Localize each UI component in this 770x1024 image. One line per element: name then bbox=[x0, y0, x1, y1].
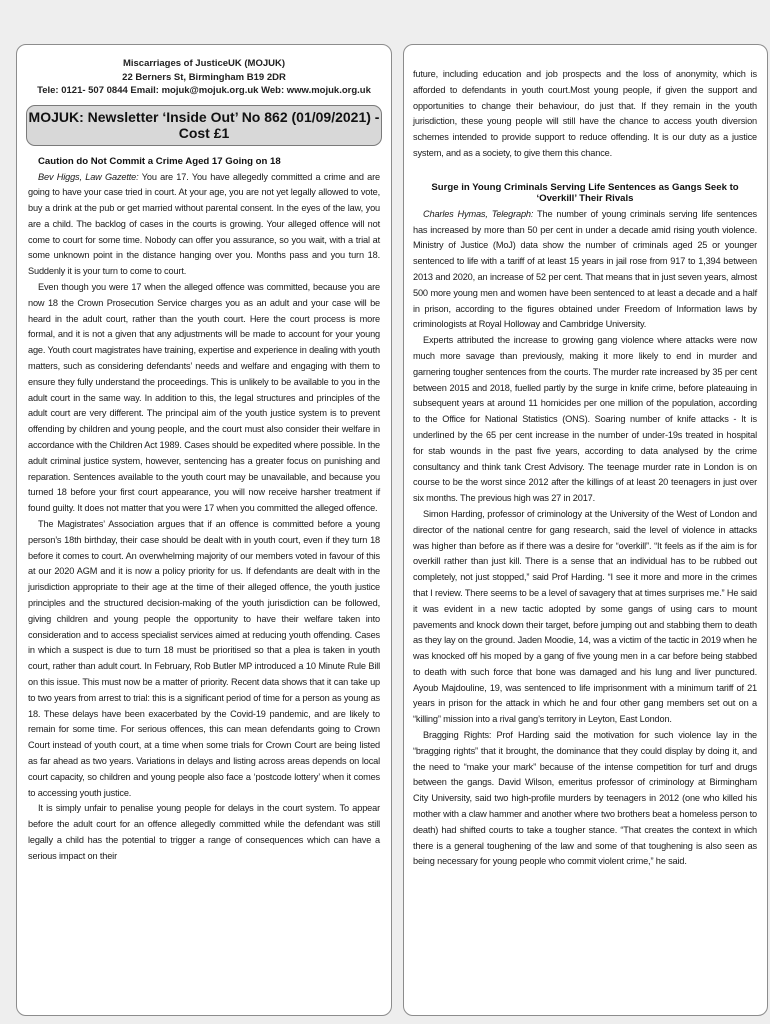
article-paragraph bbox=[413, 207, 757, 333]
article-paragraph bbox=[28, 170, 380, 281]
article-paragraph: Bragging Rights: Prof Harding said the motivation for such violence lay in the “bragging rights” that it brought, the dominance that they could display by doing it, and the need to “make your mark” because of the intense competition for turf and drugs between the gangs. David Wilson, emeritus professor of criminology at Birmingham City University, said two high-profile murders by teenagers in 2012 (one who killed his mother with a claw hammer and another where two brothers beat a homeless person to death) had shifted courts to take a tougher stance. “That creates the context in which there is a general toughening of the law and some of that toughening is also seen as being necessary for young people who commit violent crime,” he said. bbox=[413, 730, 757, 867]
article-paragraph: Experts attributed the increase to growing gang violence where attacks were now much more savage than previously, making it more likely to end in murder and garnering tougher sentences from the courts. The murder rate increased by 35 per cent between 2015 and 2018, fuelled partly by the surge in knife crime, before plateauing in subsequent years at around 11 homicides per one million of the population, according to the Office for National Statistics (ONS). Soaring number of knife attacks - It is underlined by the 65 per cent increase in the number of under-19s treated in hospital for stab wounds in the past five years, according to data analysed by the crime consultancy and think tank Crest Advisory. The teenage murder rate in London is on course to be the worst since 2012 after the killings of at least 20 teenagers in just over six months. The previous high was 27 in 2017. bbox=[413, 335, 757, 504]
article-paragraph-continued: future, including education and job prospects and the loss of anonymity, which is afforded to defendants in youth court.Most young people, if given the support and opportunities to change their behaviour, do just that. If they remain in the youth jurisdiction, these young people will still have the chance to access youth diversion schemes intended to provide support to reduce offending. It is our duty as a justice system, and as a society, to give them this chance. bbox=[413, 69, 757, 158]
article-title: Surge in Young Criminals Serving Life Sentences as Gangs Seek to ‘Overkill’ Their Rivals bbox=[431, 181, 739, 204]
paragraph-text: You are 17. You have allegedly committed a crime and are going to have your case tried in court. At your age, you are not yet legally allowed to vote, buy a drink at the pub or get married without parental consent. In the eyes of the law, you are a child. The backlog of cases in the courts is growing. Your alleged offence will not come to court for some time. Nobody can offer you assurance, so you wait, with a trial at some unknown point in the distance hanging over you. Months pass and you turn 18. Suddenly it is your turn to come to court. bbox=[28, 171, 380, 277]
article-paragraph: It is simply unfair to penalise young people for delays in the court system. To appear before the adult court for an offence allegedly committed while the defendant was still legally a child has the potential to trigger a range of consequences which can have a serious impact on their bbox=[28, 803, 380, 861]
article-paragraph: Even though you were 17 when the alleged offence was committed, because you are now 18 the Crown Prosecution Service charges you as an adult and your case will be heard in the adult court, rather than the youth court. Here the court process is more formal, and it is not a given that any adjustments will be made to account for your young age. Youth court magistrates have training, expertise and experience in dealing with youth matters, such as considering defendants’ needs and welfare and engaging with them to ensure they fully understand the proceedings. This is unlikely to be available to you in the adult court in the same way. In addition to this, the legal structures and principles of the adult court are very different. The principal aim of the youth justice system is to prevent offending by children and young people, and the court must also consider their welfare in accordance with the Children Act 1989. Cases should be expedited where possible. In the adult criminal justice system, however, sentencing has a greater focus on punishing and reparation. Sentences available to the youth court may be unavailable, and because you turned 18 before your first court appearance, you will now receive harsher treatment if found guilty. It does not matter that you were 17 when you committed the alleged offence. bbox=[28, 282, 380, 514]
article-paragraph: The Magistrates’ Association argues that if an offence is committed before a young person’s 18th birthday, their case should be dealt with in youth court, even if they turn 18 before it comes to court. An overwhelming majority of our members voted in favour of this at our 2020 AGM and it is now a policy priority for us. If defendants are dealt with in the jurisdiction appropriate to their age at the time of their alleged offence, the youth justice principles and the structured decision-making of the youth jurisdiction can be followed, giving children and young people the opportunity to have their welfare taken into consideration and to access specialist services aimed at reducing youth offending. Cases in which a suspect is due to turn 18 must be prioritised so that a plea is taken in youth court, rather than adult court. In February, Rob Butler MP introduced a 10 Minute Rule Bill on this issue. This must now be a matter of priority. Recent data shows that it can take up to two years from arrest to trial: this is a significant period of time for a person as young as 18. These delays have been exacerbated by the Covid-19 pandemic, and are likely to remain for some time. For serious offences, this can mean defendants going to Crown Court instead of youth court, at a time when some trials for Crown Court are being listed as far ahead as two years. Variations in delays and listing across areas depends on local court capacity, so children and young people also face a ‘postcode lottery’ when it comes to accessing youth justice. bbox=[28, 519, 380, 798]
article-title: Caution do Not Commit a Crime Aged 17 Going on 18 bbox=[38, 155, 281, 167]
org-address: 22 Berners St, Birmingham B19 2DR bbox=[122, 71, 286, 83]
byline: Charles Hymas, Telegraph: bbox=[423, 208, 534, 219]
newsletter-banner: MOJUK: Newsletter ‘Inside Out’ No 862 (01/09/2021) - Cost £1 bbox=[26, 105, 382, 146]
right-column bbox=[403, 44, 768, 1016]
org-name: Miscarriages of JusticeUK (MOJUK) bbox=[122, 58, 286, 69]
article-paragraph: Simon Harding, professor of criminology at the University of the West of London and director of the national centre for gang research, said the level of violence in attacks was higher than before as if there was a desire for “overkill”. “It feels as if the aim is for overkill rather than just kill. There is a sense that an individual has to be rubbed out completely, not just stopped,” said Prof Harding. “I see it more and more in the crimes that I review. There seems to be a level of savagery that at times surprises me.” He said it was evident in a new tactic adopted by some gangs of using cars to mount pavements and knock down their target, before jumping out and stabbing them to death as they lay on the ground. Jaden Moodie, 14, was a victim of the tactic in 2019 when he was knocked off his moped by a gang of five young men in a car before being stabbed to death with such force that bone was damaged and his lung and liver punctured. Ayoub Majdouline, 19, was sentenced to life imprisonment with a minimum tariff of 21 years in prison for the attack in which he and four other gang members set out on a “killing” mission into a rival gang’s territory in Leyton, East London. bbox=[413, 508, 757, 725]
org-contact: Tele: 0121- 507 0844 Email: mojuk@mojuk.org.uk Web: www.mojuk.org.uk bbox=[37, 85, 371, 96]
byline: Bev Higgs, Law Gazette: bbox=[38, 171, 139, 182]
paragraph-text: The number of young criminals serving life sentences has increased by more than 50 per cent in under a decade amid rising youth violence. Ministry of Justice (MoJ) data show the number of criminals aged 25 or younger sentenced to life with a tariff of at least 15 years in jail rose from 917 to 1,394 between 2013 and 2020, an increase of 52 per cent. That means that in just seven years, almost 500 more young men and women have been sentenced to at least a decade and a half in prison, according to the figures obtained under Freedom of Information laws by criminologists at Royal Holloway and Cambridge University. bbox=[413, 208, 757, 330]
masthead bbox=[28, 57, 380, 98]
left-column bbox=[16, 44, 392, 1016]
